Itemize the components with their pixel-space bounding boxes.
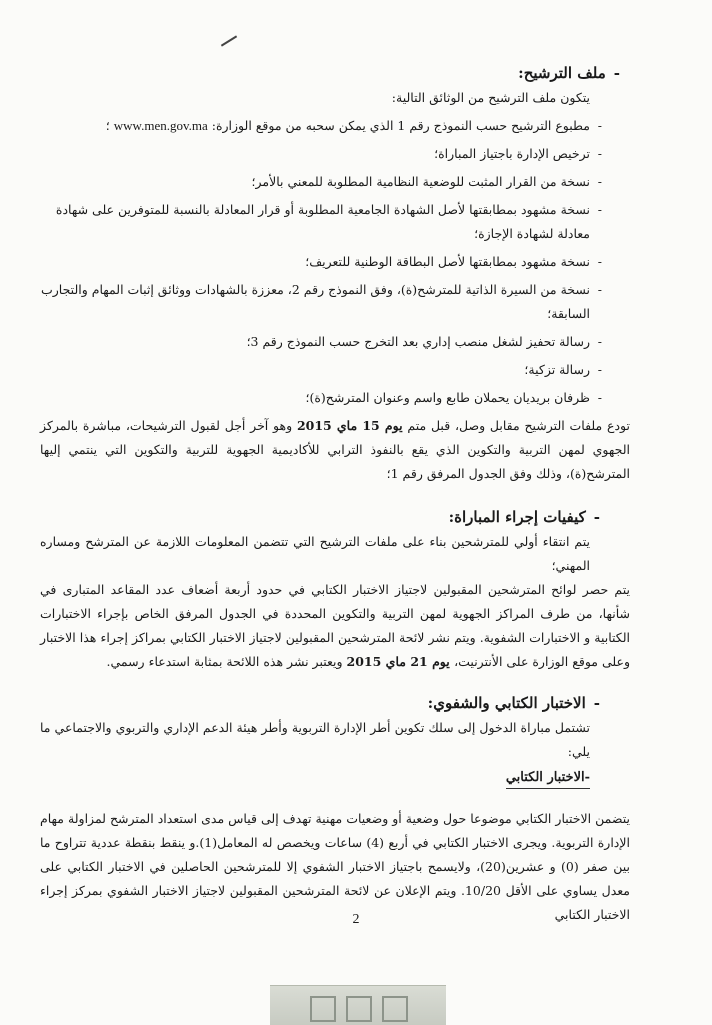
bottom-stamp-image (270, 985, 446, 1025)
exam-intro: تشتمل مباراة الدخول إلى سلك تكوين أطر الإدارة التربوية وأطر هيئة الدعم الإداري والتربوي والاجتماعي ما يلي: (40, 720, 590, 759)
deposit-paragraph: تودع ملفات الترشيح مقابل وصل، قبل متم يوم 15 ماي 2015 وهو آخر أجل لقبول الترشيحات، مباشرة بالمركز الجهوي لمهن التربية والتكوين الذي يقع بالنفوذ الترابي للأكاديمية الجهوية للتربية والتكوين التي ينتمي إليها المترشح(ة)، وذلك وفق الجدول المرفق رقم 1؛ (40, 418, 630, 481)
list-item: - رسالة تحفيز لشغل منصب إداري بعد التخرج حسب النموذج رقم 3؛ (40, 330, 590, 354)
document-body (40, 60, 630, 927)
section-intro: يتكون ملف الترشيح من الوثائق التالية: (391, 90, 590, 105)
list-item: - نسخة مشهود بمطابقتها لأصل البطاقة الوطنية للتعريف؛ (40, 250, 590, 274)
section-title: كيفيات إجراء المباراة: (448, 508, 586, 526)
list-item: - نسخة من السيرة الذاتية للمترشح(ة)، وفق النموذج رقم 2، معززة بالشهادات ووثائق إثبات المهام والتجارب السابقة؛ (40, 278, 590, 326)
section-heading-exam-procedure: - كيفيات إجراء المباراة: (40, 504, 630, 530)
pen-mark (221, 35, 237, 46)
list-item: - ترخيص الإدارة باجتياز المباراة؛ (40, 142, 590, 166)
list-item: - رسالة تزكية؛ (40, 358, 590, 382)
website-link[interactable]: www.men.gov.ma (113, 118, 208, 133)
list-item: - مطبوع الترشيح حسب النموذج رقم 1 الذي يمكن سحبه من موقع الوزارة: www.men.gov.ma ؛ (40, 114, 590, 138)
selection-paragraph: يتم انتقاء أولي للمترشحين بناء على ملفات الترشيح التي تتضمن المعلومات اللازمة عن المترشح ومساره المهني؛ (40, 534, 590, 573)
written-exam-paragraph: يتضمن الاختبار الكتابي موضوعا حول وضعية أو وضعيات مهنية تهدف إلى قياس مدى استعداد المترشح لمزاولة مهام الإدارة التربوية. ويجرى الاختبار الكتابي في أربع (4) ساعات ويخصص له المعامل(1).و ينقط بنقطة عددية تتراوح ما بين صفر (0) و عشرين(20)، ولايسمح باجتياز الاختبار الشفوي إلا للمترشحين الحاصلين في الاختبار الكتابي على معدل يساوي على الأقل 10/20. ويتم الإعلان عن لائحة المترشحين المقبولين لاجتياز الاختبار الشفوي بمركز إجراء الاختبار الكتابي (40, 811, 631, 922)
deadline-date: يوم 15 ماي 2015 (296, 418, 403, 433)
list-item: - نسخة مشهود بمطابقتها لأصل الشهادة الجامعية المطلوبة أو قرار المعادلة بالنسبة للمتوفرين على شهادة معادلة لشهادة الإجازة؛ (40, 198, 590, 246)
section-title: الاختبار الكتابي والشفوي: (427, 694, 586, 712)
list-item: - ظرفان بريديان يحملان طابع واسم وعنوان المترشح(ة)؛ (40, 386, 590, 410)
section-heading-candidacy-file: - ملف الترشيح: (40, 60, 630, 86)
document-list (40, 114, 630, 410)
section-heading-written-oral: - الاختبار الكتابي والشفوي: (40, 690, 630, 716)
publication-date: يوم 21 ماي 2015 (346, 654, 455, 669)
page-number: 2 (352, 912, 360, 927)
subheading-written-exam: -الاختبار الكتابي (506, 768, 590, 789)
list-item: - نسخة من القرار المثبت للوضعية النظامية المطلوبة للمعني بالأمر؛ (40, 170, 590, 194)
lists-paragraph: يتم حصر لوائح المترشحين المقبولين لاجتياز الاختبار الكتابي في حدود أربعة أضعاف عدد المقاعد المتبارى في شأنها، من طرف المراكز الجهوية لمهن التربية والتكوين المحددة في الجدول المرفق الخاص بإجراء الاختبارات الكتابية و الاختبارات الشفوية. ويتم نشر لائحة المترشحين المقبولين لاجتياز الاختبار الكتابي بمراكز إجراء هذا الاختبار وعلى موقع الوزارة على الأنترنيت، يوم 21 ماي 2015 ويعتبر نشر هذه اللائحة بمثابة استدعاء رسمي. (40, 582, 630, 669)
section-title: ملف الترشيح: (518, 64, 606, 82)
